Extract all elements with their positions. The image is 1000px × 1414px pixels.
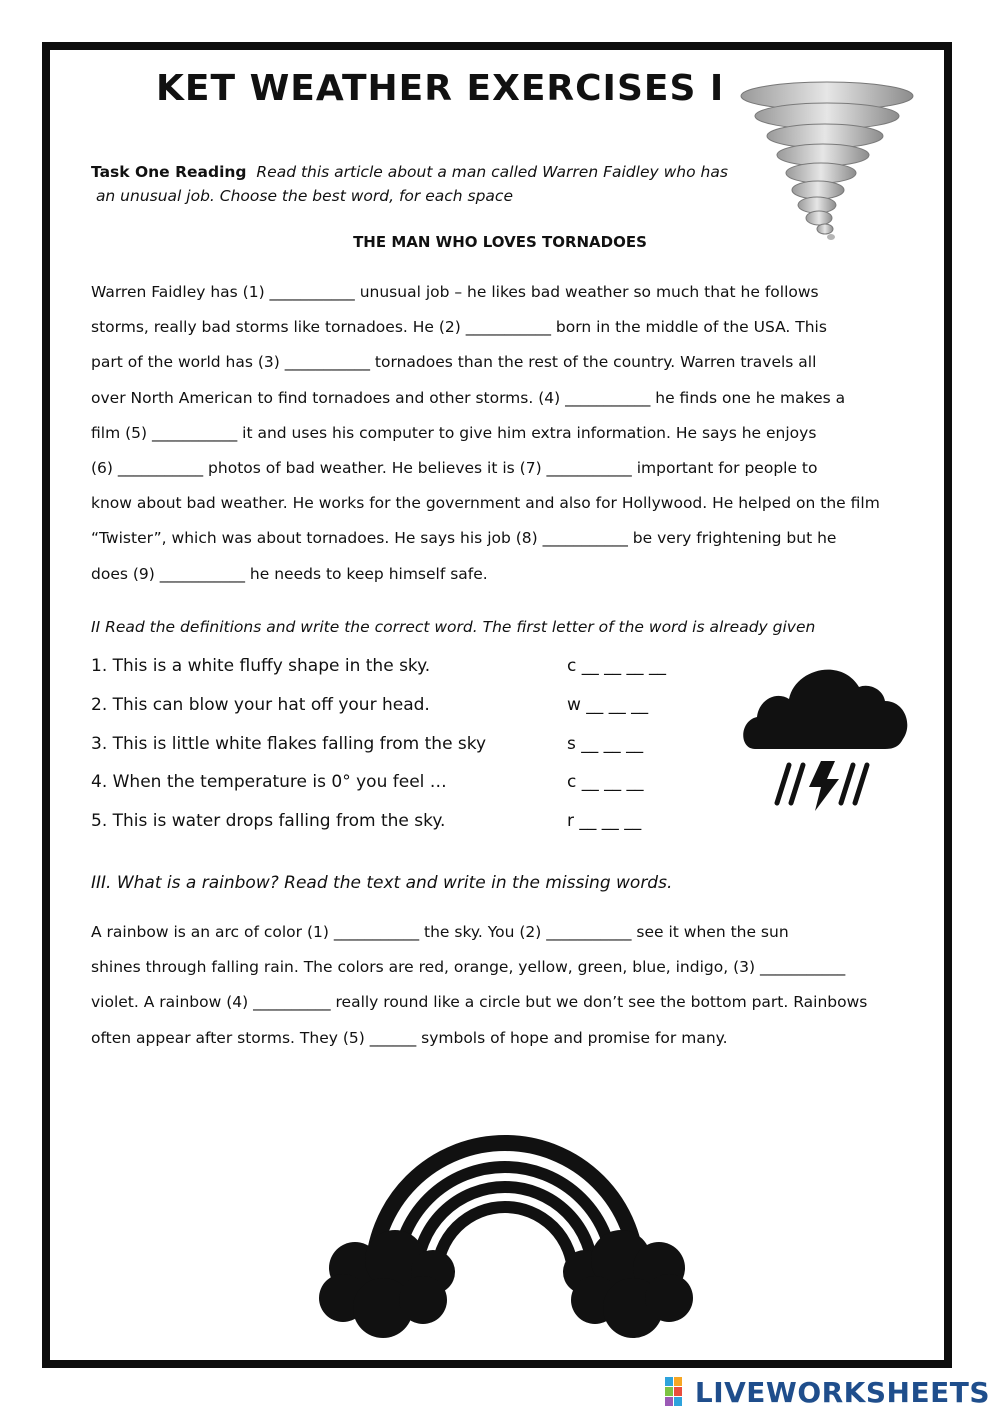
- article-line: over North American to find tornadoes and other storms. (4) ___________ he finds one he makes a: [91, 388, 846, 407]
- liveworksheets-brand: [665, 1372, 990, 1412]
- liveworksheets-logo-icon: [665, 1377, 691, 1407]
- article-line: (6) ___________ photos of bad weather. He believes it is (7) ___________ important for people to: [91, 458, 818, 477]
- section2-title: II Read the definitions and write the correct word. The first letter of the word is already given: [91, 618, 816, 636]
- article-line: does (9) ___________ he needs to keep himself safe.: [91, 564, 488, 583]
- task-one-instructions: [91, 160, 731, 208]
- answer-blank[interactable]: s __ __ __: [567, 733, 644, 754]
- rainbow-line: shines through falling rain. The colors are red, orange, yellow, green, blue, indigo, (3) ___________: [91, 958, 846, 977]
- article-line: storms, really bad storms like tornadoes. He (2) ___________ born in the middle of the USA. This: [91, 318, 827, 337]
- definitions-list: [91, 652, 711, 846]
- page-title: KET WEATHER EXERCISES I: [156, 68, 725, 109]
- answer-blank[interactable]: w __ __ __: [567, 694, 649, 715]
- storm-cloud-icon: [735, 653, 913, 833]
- definition-text: 4. When the temperature is 0° you feel …: [91, 772, 447, 793]
- rainbow-line: A rainbow is an arc of color (1) ___________ the sky. You (2) ___________ see it when the sun: [91, 923, 789, 941]
- definition-item: [91, 652, 711, 691]
- article-line: know about bad weather. He works for the government and also for Hollywood. He helped on the film: [91, 494, 880, 513]
- definition-item: [91, 730, 711, 769]
- article-line: “Twister”, which was about tornadoes. He says his job (8) ___________ be very frightening but he: [91, 529, 837, 548]
- definition-text: 2. This can blow your hat off your head.: [91, 694, 430, 715]
- definition-text: 3. This is little white flakes falling from the sky: [91, 733, 487, 754]
- answer-blank[interactable]: c __ __ __: [567, 772, 644, 793]
- rainbow-line: often appear after storms. They (5) ______ symbols of hope and promise for many.: [91, 1028, 728, 1047]
- article-title: THE MAN WHO LOVES TORNADOES: [353, 233, 647, 251]
- section3-title: III. What is a rainbow? Read the text and write in the missing words.: [91, 873, 673, 893]
- rainbow-text: [91, 918, 921, 1059]
- definition-item: [91, 807, 711, 846]
- article-text: [91, 278, 921, 595]
- task-instruction-line1: Read this article about a man called Warren Faidley who has: [256, 163, 728, 181]
- answer-blank[interactable]: r __ __ __: [567, 811, 642, 832]
- definition-item: [91, 768, 711, 807]
- article-line: Warren Faidley has (1) ___________ unusual job – he likes bad weather so much that he follows: [91, 283, 819, 301]
- answer-blank[interactable]: c __ __ __ __: [567, 656, 666, 676]
- definition-text: 1. This is a white fluffy shape in the sky.: [91, 656, 431, 676]
- rainbow-line: violet. A rainbow (4) __________ really round like a circle but we don’t see the bottom part. Rainbows: [91, 993, 868, 1012]
- task-instruction-line2: an unusual job. Choose the best word, for each space: [95, 187, 513, 205]
- article-line: part of the world has (3) ___________ tornadoes than the rest of the country. Warren travels all: [91, 353, 817, 372]
- article-line: film (5) ___________ it and uses his computer to give him extra information. He says he enjoys: [91, 423, 817, 442]
- rainbow-icon: [315, 1100, 695, 1350]
- tornado-icon: [735, 78, 915, 243]
- brand-name[interactable]: LIVEWORKSHEETS: [694, 1375, 990, 1409]
- definition-text: 5. This is water drops falling from the sky.: [91, 811, 446, 832]
- task-label: Task One Reading: [91, 163, 247, 181]
- definition-item: [91, 691, 711, 730]
